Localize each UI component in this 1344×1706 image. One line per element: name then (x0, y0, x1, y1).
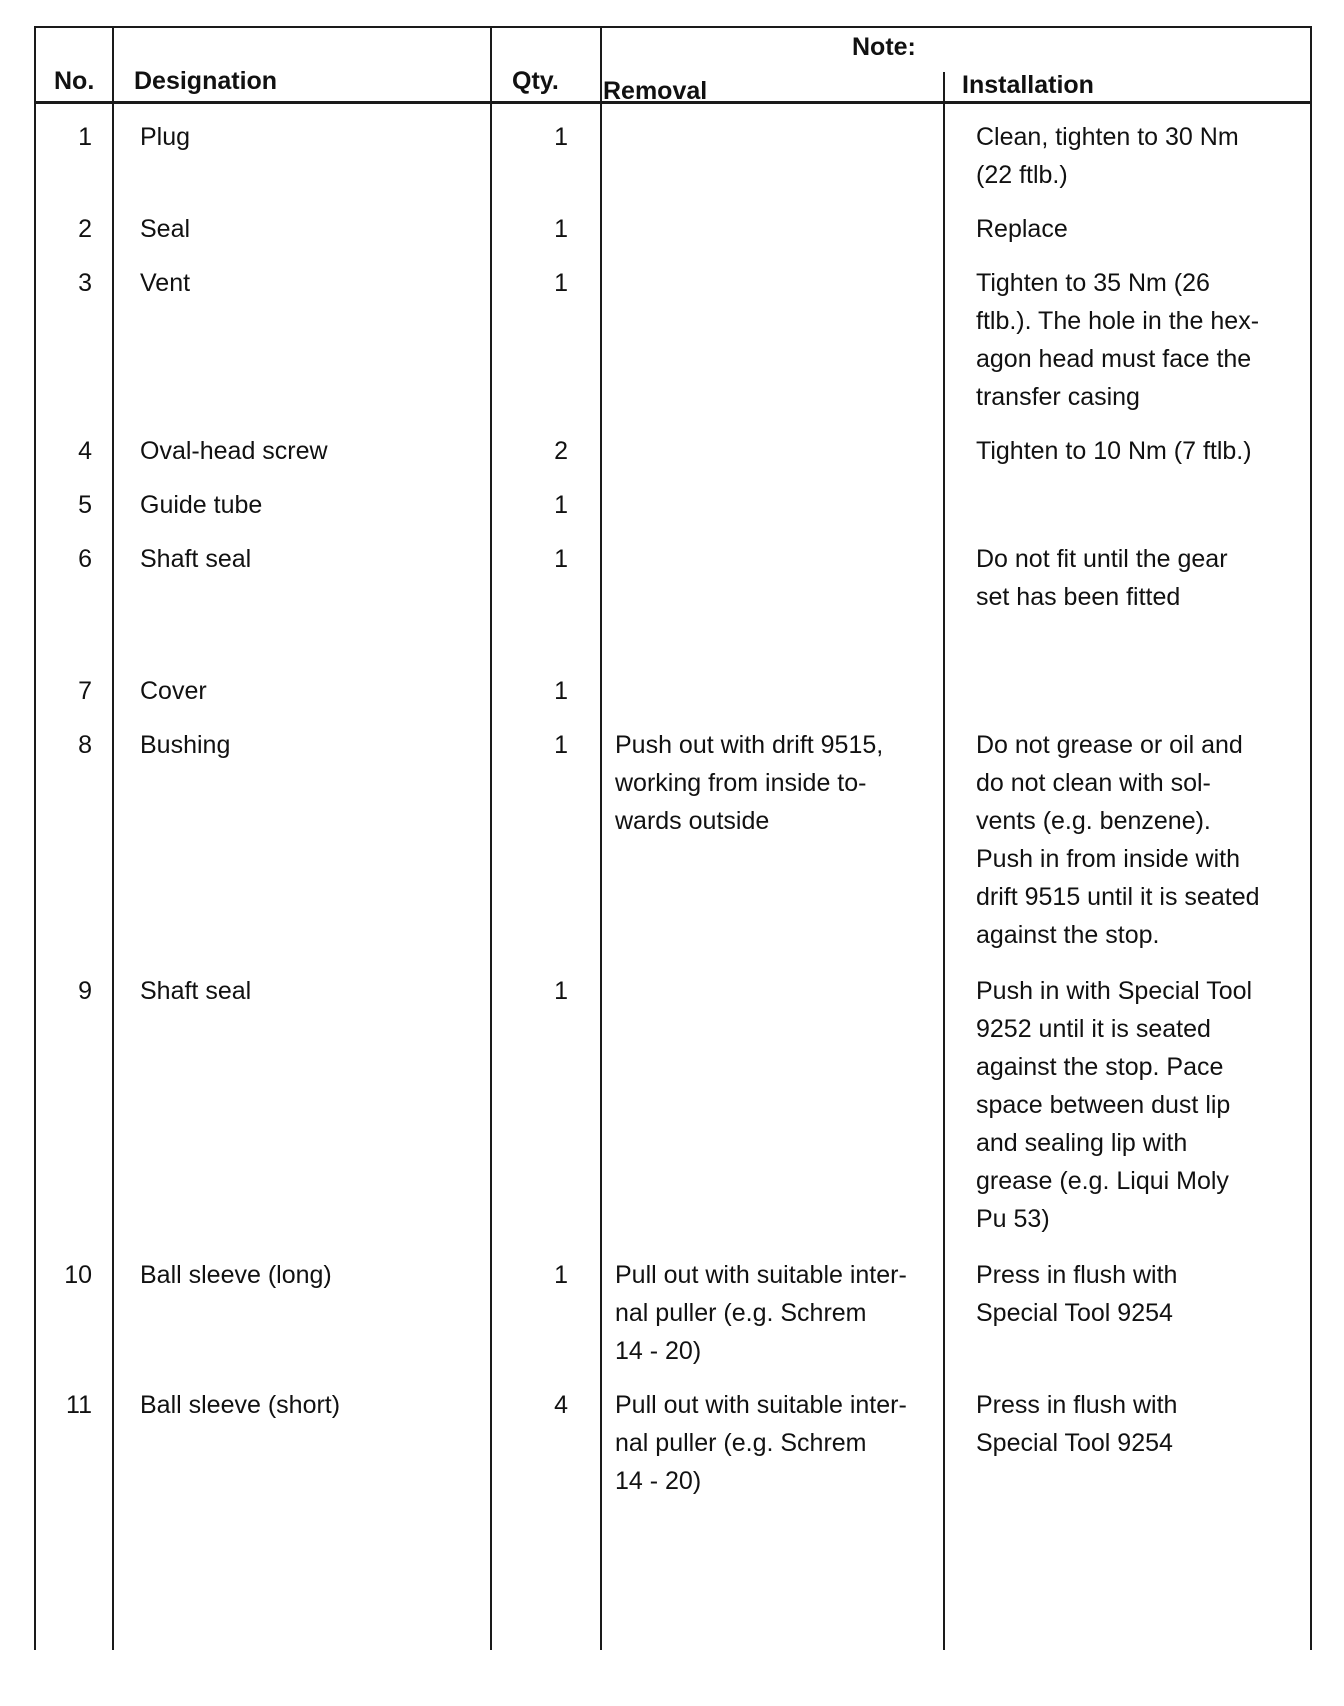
row-designation: Plug (140, 123, 191, 151)
row-installation-line: space between dust lip (976, 1091, 1231, 1119)
row-installation-line: Push in from inside with (976, 845, 1241, 873)
col-divider-left (34, 26, 36, 1650)
row-no: 7 (78, 677, 92, 705)
row-installation (976, 210, 1068, 248)
col-divider-right (1310, 26, 1312, 1650)
row-qty: 1 (554, 1261, 568, 1289)
row-installation (976, 1256, 1177, 1332)
row-installation-line: Push in with Special Tool (976, 977, 1253, 1005)
row-installation-line: (22 ftlb.) (976, 161, 1068, 189)
row-installation-line: transfer casing (976, 383, 1140, 411)
col-divider-qty (600, 26, 602, 1650)
row-designation: Guide tube (140, 491, 263, 519)
row-no: 2 (78, 215, 92, 243)
row-installation-line: Clean, tighten to 30 Nm (976, 123, 1239, 151)
header-designation: Designation (134, 67, 278, 95)
col-divider-designation (490, 26, 492, 1650)
row-installation-line: against the stop. Pace (976, 1053, 1224, 1081)
row-installation-line: 9252 until it is seated (976, 1015, 1211, 1043)
row-installation-line: Tighten to 35 Nm (26 (976, 269, 1210, 297)
row-qty: 1 (554, 269, 568, 297)
row-designation: Bushing (140, 731, 231, 759)
row-installation-line: Tighten to 10 Nm (7 ftlb.) (976, 437, 1252, 465)
row-qty: 1 (554, 545, 568, 573)
row-designation: Shaft seal (140, 977, 252, 1005)
row-removal-line: Pull out with suitable inter- (615, 1261, 907, 1289)
row-designation: Oval-head screw (140, 437, 328, 465)
row-qty: 1 (554, 677, 568, 705)
row-installation-line: drift 9515 until it is seated (976, 883, 1260, 911)
row-installation-line: Pu 53) (976, 1205, 1050, 1233)
row-removal-line: Pull out with suitable inter- (615, 1391, 907, 1419)
header-no: No. (54, 67, 95, 95)
row-no: 1 (78, 123, 92, 151)
row-no: 10 (64, 1261, 92, 1289)
row-designation: Shaft seal (140, 545, 252, 573)
row-qty: 2 (554, 437, 568, 465)
row-no: 6 (78, 545, 92, 573)
row-installation (976, 264, 1259, 416)
row-installation-line: Special Tool 9254 (976, 1429, 1173, 1457)
col-divider-removal (943, 72, 945, 1650)
row-installation (976, 540, 1228, 616)
row-installation-line: ftlb.). The hole in the hex- (976, 307, 1260, 335)
row-removal-line: working from inside to- (615, 769, 867, 797)
row-removal-line: 14 - 20) (615, 1467, 702, 1495)
row-installation (976, 972, 1252, 1238)
row-installation-line: Replace (976, 215, 1068, 243)
row-no: 4 (78, 437, 92, 465)
row-removal-line: 14 - 20) (615, 1337, 702, 1365)
row-designation: Seal (140, 215, 191, 243)
row-installation-line: Do not grease or oil and (976, 731, 1243, 759)
row-installation-line: set has been fitted (976, 583, 1181, 611)
row-designation: Ball sleeve (short) (140, 1391, 341, 1419)
row-removal (615, 1256, 907, 1370)
row-installation (976, 726, 1260, 954)
col-divider-no (112, 26, 114, 1650)
row-removal (615, 726, 883, 840)
row-qty: 1 (554, 123, 568, 151)
table-top-rule (34, 26, 1312, 28)
row-removal (615, 1386, 907, 1500)
row-installation-line: agon head must face the (976, 345, 1252, 373)
row-removal-line: nal puller (e.g. Schrem (615, 1299, 867, 1327)
header-removal: Removal (603, 77, 708, 105)
row-installation-line: Press in flush with (976, 1391, 1178, 1419)
row-installation-line: Press in flush with (976, 1261, 1178, 1289)
row-installation-line: and sealing lip with (976, 1129, 1188, 1157)
row-installation (976, 1386, 1177, 1462)
row-no: 3 (78, 269, 92, 297)
row-qty: 1 (554, 731, 568, 759)
row-installation (976, 432, 1252, 470)
header-installation: Installation (962, 71, 1094, 99)
row-qty: 1 (554, 977, 568, 1005)
row-installation-line: against the stop. (976, 921, 1160, 949)
row-installation-line: do not clean with sol- (976, 769, 1211, 797)
row-removal-line: Push out with drift 9515, (615, 731, 884, 759)
row-no: 8 (78, 731, 92, 759)
row-installation-line: Do not fit until the gear (976, 545, 1228, 573)
row-no: 5 (78, 491, 92, 519)
row-installation-line: grease (e.g. Liqui Moly (976, 1167, 1229, 1195)
row-designation: Vent (140, 269, 191, 297)
row-qty: 1 (554, 215, 568, 243)
row-qty: 1 (554, 491, 568, 519)
row-qty: 4 (554, 1391, 568, 1419)
row-installation-line: vents (e.g. benzene). (976, 807, 1211, 835)
row-no: 11 (66, 1391, 92, 1419)
header-note: Note: (852, 33, 916, 61)
row-removal-line: nal puller (e.g. Schrem (615, 1429, 867, 1457)
row-designation: Cover (140, 677, 207, 705)
row-removal-line: wards outside (615, 807, 770, 835)
header-qty: Qty. (512, 67, 559, 95)
row-designation: Ball sleeve (long) (140, 1261, 332, 1289)
row-installation-line: Special Tool 9254 (976, 1299, 1173, 1327)
row-no: 9 (78, 977, 92, 1005)
row-installation (976, 118, 1239, 194)
